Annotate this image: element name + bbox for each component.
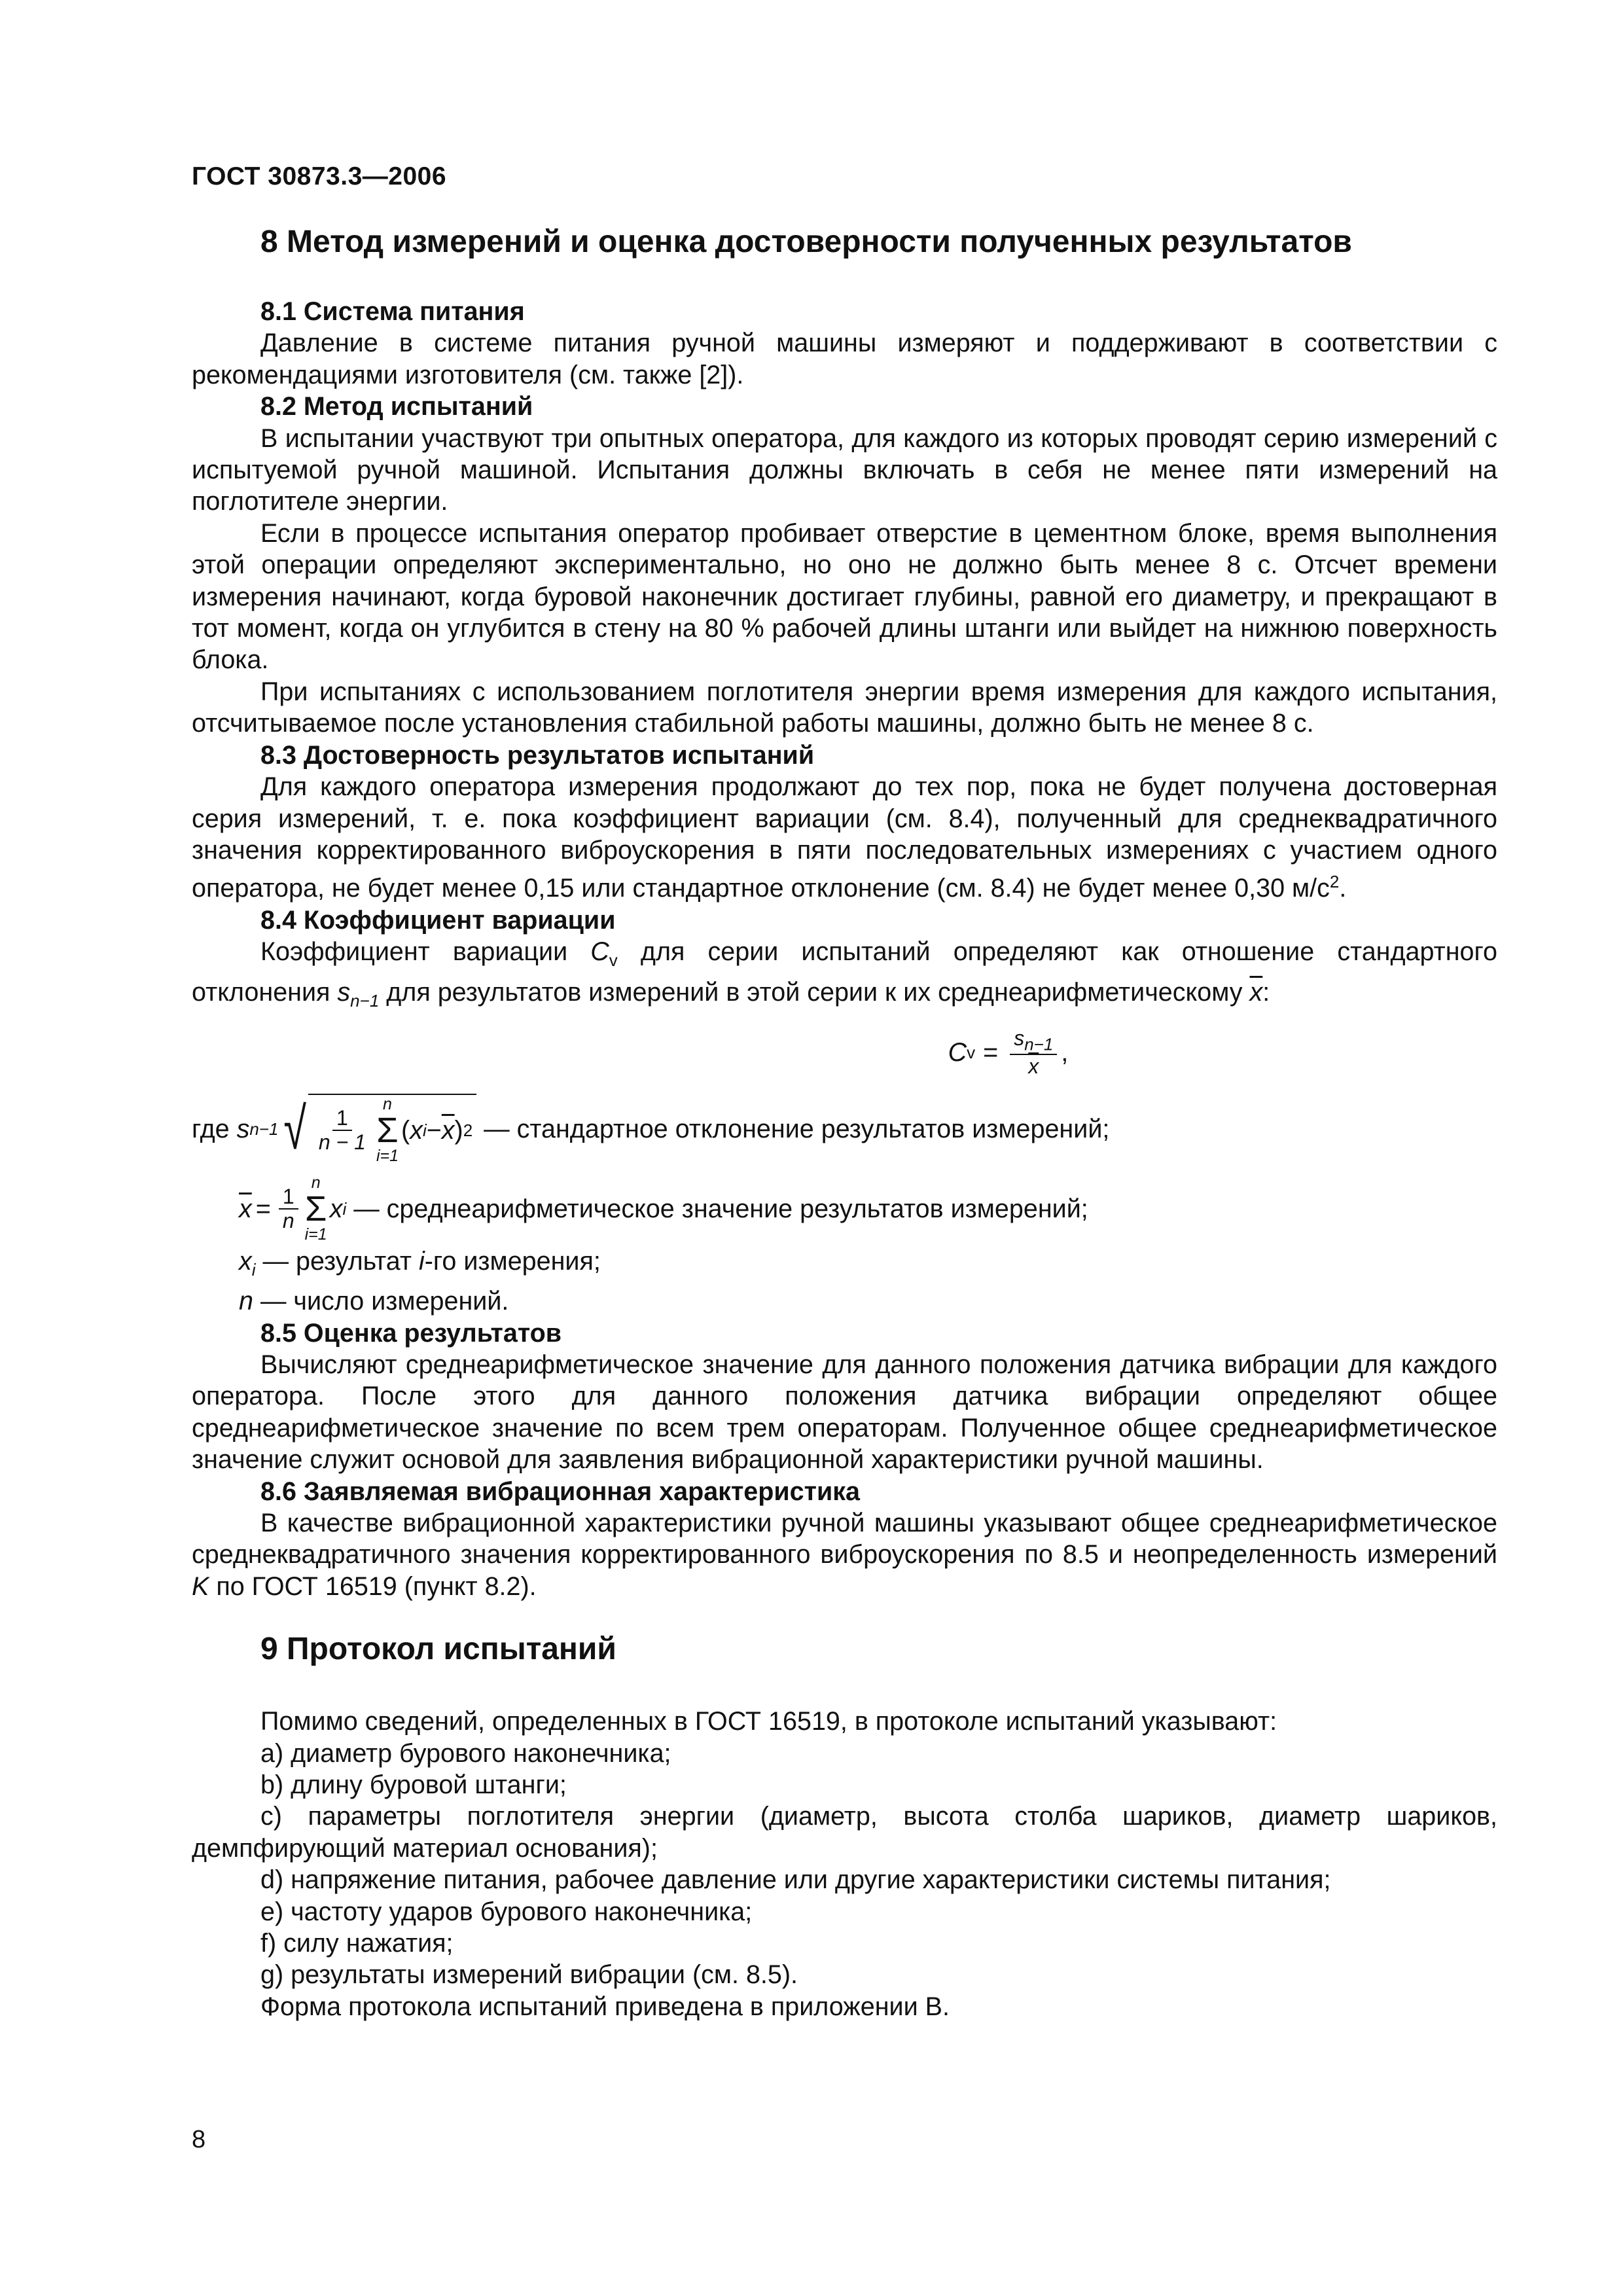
section-8-3-body: Для каждого оператора измерения продолжают до тех пор, пока не будет получена достоверная серия измерений, т. е. пока коэффициент вариации (см. 8.4), полученный для среднеквадратичного значения корректированного виброускорения в пяти последовательных измерениях с участием одного оператора, не будет менее 0,15 или стандартное отклонение (см. 8.4) не будет менее 0,30 м/с (192, 772, 1497, 903)
protocol-item-e: е) частоту ударов бурового наконечника; (260, 1897, 753, 1926)
cv-text-4: : (1262, 977, 1270, 1007)
protocol-item-a: а) диаметр бурового наконечника; (260, 1738, 671, 1768)
protocol-item-b: b) длину буровой штанги; (260, 1770, 567, 1800)
where-label: где (192, 1114, 230, 1143)
section-8-4-text (192, 936, 1497, 1016)
std-fraction-denominator: n − 1 (318, 1130, 366, 1154)
section-8-3-text (192, 771, 1497, 905)
cv-formula-lhs-sub: v (967, 1042, 976, 1062)
std-sum-lower: i=1 (376, 1146, 399, 1165)
mean-xi: x (329, 1194, 343, 1223)
section-8-6-text-1: В качестве вибрационной характеристики ручной машины указывают общее среднеарифметическое среднеквадратичного значения корректированного виброускорения по 8.5 и неопределенность измерений (192, 1509, 1497, 1570)
mean-fraction-denominator: n (282, 1208, 294, 1232)
xi-def-sub: i (251, 1259, 256, 1280)
xi-def-text-1: — результат (255, 1246, 419, 1276)
section-9-title: 9 Протокол испытаний (260, 1632, 616, 1667)
unit-superscript: 2 (1329, 872, 1340, 892)
section-8-5-heading: 8.5 Оценка результатов (260, 1318, 562, 1348)
section-8-1-heading: 8.1 Система питания (260, 297, 525, 326)
std-fraction (315, 1107, 370, 1154)
section-8-6-text (192, 1507, 1497, 1602)
protocol-item-f: f) силу нажатия; (260, 1929, 454, 1958)
section-8-3-end: . (1339, 874, 1347, 903)
section-8-6-text-2: по ГОСТ 16519 (пункт 8.2). (209, 1571, 537, 1601)
n-def-symbol: n (239, 1287, 253, 1316)
section-8-2-paragraph-3: При испытаниях с использованием поглотителя энергии время измерения для каждого испытания, отсчитываемое после установления стабильной работы машины, должно быть не менее 8 с. (192, 677, 1497, 738)
section-8-2-paragraph-1: В испытании участвуют три опытных оператора, для каждого из которых проводят серию измерений с испытуемой ручной машиной. Испытания должны включать в себя не менее пяти измерений на поглотителе энергии. (192, 423, 1497, 516)
k-symbol: K (192, 1571, 209, 1601)
std-sum-operator: n Σ i=1 (376, 1094, 399, 1165)
std-sum-upper: n (383, 1094, 392, 1113)
section-8-1-text: Давление в системе питания ручной машины измеряют и поддерживают в соответствии с рекомендациями изготовителя (см. также [2]). (192, 329, 1497, 389)
section-8-3-heading: 8.3 Достоверность результатов испытаний (260, 740, 815, 770)
section-8-6-heading: 8.6 Заявляемая вибрационная характеристика (260, 1477, 861, 1506)
std-xi: x (410, 1115, 423, 1145)
mean-sum-operator: n Σ i=1 (304, 1173, 327, 1244)
mean-formula-line (239, 1172, 1497, 1246)
xi-def-symbol: x (239, 1246, 252, 1276)
s-symbol: s (337, 977, 351, 1007)
section-8-5-text: Вычисляют среднеарифметическое значение для данного положения датчика вибрации для каждого оператора. После этого для данного положения датчика вибрации определяют общее среднеарифметическое значение по всем трем операторам. Полученное общее среднеарифметическое значение служит основой для заявления вибрационной характеристики ручной машины. (192, 1350, 1497, 1475)
section-8-2-heading: 8.2 Метод испытаний (260, 392, 533, 422)
cv-formula-numerator-sub: n−1 (1024, 1034, 1054, 1054)
std-open-paren: ( (401, 1115, 410, 1145)
page-number: 8 (192, 2126, 206, 2153)
cv-text-3: для результатов измерений в этой серии к их среднеарифметическому (379, 977, 1250, 1007)
std-minus: − (426, 1115, 442, 1145)
cv-formula-equals: = (983, 1037, 999, 1067)
protocol-item-d: d) напряжение питания, рабочее давление или другие характеристики системы питания; (260, 1865, 1331, 1895)
mean-fraction-numerator: 1 (279, 1185, 298, 1210)
s-subscript: n−1 (350, 990, 380, 1011)
cv-formula-fraction (1010, 1027, 1057, 1078)
section-8-4-heading: 8.4 Коэффициент вариации (260, 905, 616, 935)
xi-definition (192, 1246, 1497, 1285)
std-xi-sub: i (422, 1120, 427, 1140)
n-definition (192, 1285, 1497, 1317)
mean-sum-upper: n (311, 1173, 321, 1192)
section-8-title: 8 Метод измерений и оценка достоверности полученных результатов (260, 224, 1352, 259)
xi-def-i: i (418, 1246, 425, 1276)
std-power: 2 (463, 1120, 473, 1140)
cv-formula-denominator: x (1028, 1054, 1039, 1078)
std-close-paren: ) (454, 1115, 463, 1145)
std-xbar: $\overline{x}$ (441, 1115, 455, 1145)
page-content (192, 223, 1497, 2022)
std-formula-line (192, 1086, 1497, 1172)
document-code: ГОСТ 30873.3—2006 (192, 162, 447, 190)
xbar-symbol: $\overline{x}$ (1249, 977, 1263, 1007)
cv-subscript: v (609, 950, 618, 971)
mean-equals: = (255, 1194, 271, 1223)
cv-formula-lhs: C (948, 1037, 967, 1067)
section-8-2-paragraph-2: Если в процессе испытания оператор пробивает отверстие в цементном блоке, время выполнения этой операции определяют экспериментально, но оно не должно быть менее 8 с. Отсчет времени измерения начинают, когда буровой наконечник достигает глубины, равной его диаметру, и прекращают в тот момент, когда он углубится в стену на 80 % рабочей длины штанги или выйдет на нижнюю поверхность блока. (192, 518, 1497, 675)
std-s-symbol: s (236, 1114, 250, 1143)
n-def-text: — число измерений. (253, 1287, 509, 1316)
section-9-closing: Форма протокола испытаний приведена в приложении В. (260, 1992, 950, 2021)
mean-xi-sub: i (342, 1198, 347, 1219)
cv-formula (519, 1026, 1497, 1079)
mean-sum-lower: i=1 (304, 1225, 327, 1244)
mean-description: — среднеарифметическое значение результатов измерений; (353, 1194, 1088, 1223)
std-fraction-numerator: 1 (332, 1107, 352, 1131)
section-9-intro: Помимо сведений, определенных в ГОСТ 16519, в протоколе испытаний указывают: (260, 1707, 1277, 1736)
mean-fraction (279, 1185, 298, 1232)
std-s-subscript: n−1 (249, 1119, 279, 1139)
cv-text-2: для серии испытаний определяют как отношение стандартного отклонения (192, 937, 1497, 1007)
mean-xbar: $\overline{x}$ (239, 1194, 252, 1223)
protocol-item-g: g) результаты измерений вибрации (см. 8.5). (260, 1960, 798, 1990)
protocol-item-c: c) параметры поглотителя энергии (диаметр, высота столба шариков, диаметр шариков, демпфирующий материал основания); (192, 1802, 1497, 1863)
std-description: — стандартное отклонение результатов измерений; (484, 1114, 1110, 1143)
cv-symbol: C (590, 937, 609, 967)
xi-def-text-2: -го измерения; (424, 1246, 601, 1276)
cv-formula-comma: , (1061, 1037, 1069, 1067)
sqrt-symbol: √ $\frac{1}{n - 1}$ n Σ i=1 ( x i − $\overline{x}$ ) 2 (279, 1094, 477, 1164)
cv-intro-text: Коэффициент вариации (260, 937, 568, 967)
cv-formula-numerator: s (1014, 1026, 1025, 1050)
